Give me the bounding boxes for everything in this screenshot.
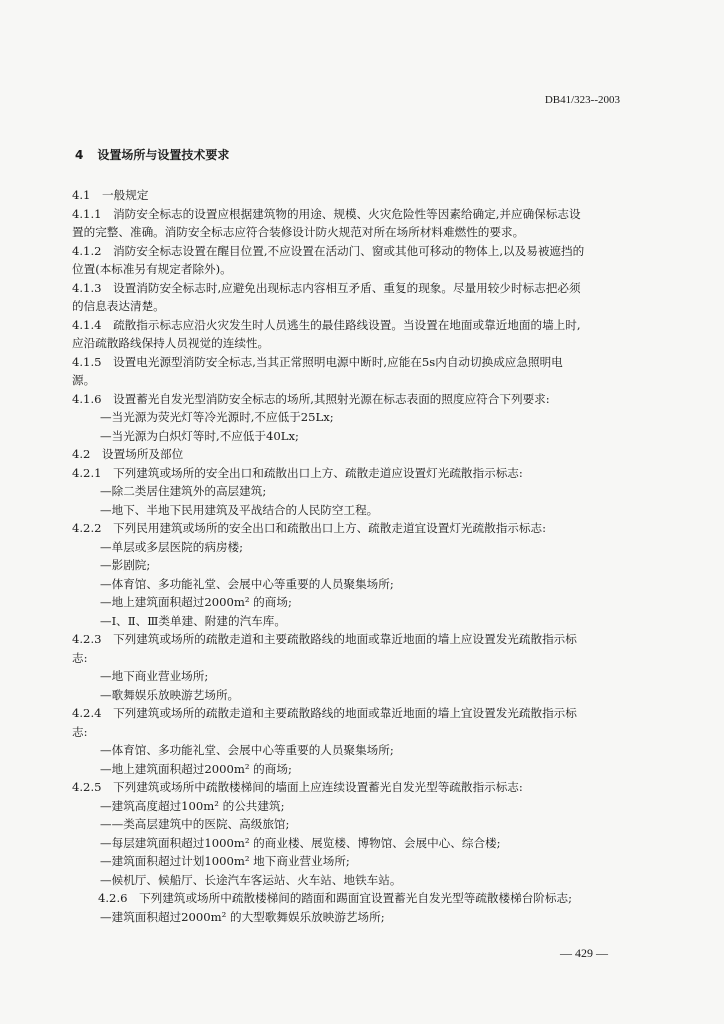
text-line: 4.1.5 设置电光源型消防安全标志,当其正常照明电源中断时,应能在5s内自动切换成应急照明电 [72,354,563,369]
text-line: 位置(本标准另有规定者除外)。 [72,262,232,276]
text-line: —建筑面积超过计划1000m² 地下商业营业场所; [100,854,350,868]
text-line: —候机厅、候船厅、长途汽车客运站、火车站、地铁车站。 [100,872,402,887]
text-line: —影剧院; [100,558,151,572]
text-line: —地上建筑面积超过2000m² 的商场; [100,595,292,609]
text-line: 源。 [72,373,96,387]
text-line: 4.2.6 下列建筑或场所中疏散楼梯间的踏面和踢面宜设置蓄光自发光型等疏散楼梯台阶标志; [98,891,572,905]
chapter-title: 设置场所与设置技术要求 [97,148,230,162]
page-number: — 429 — [560,946,608,960]
text-line: 置的完整、准确。消防安全标志应符合装修设计防火规范对所在场所材料难燃性的要求。 [72,225,525,239]
text-line: —建筑高度超过100m² 的公共建筑; [100,798,285,813]
text-line: 的信息表达清楚。 [72,299,165,313]
text-line: 4.1.2 消防安全标志设置在醒目位置,不应设置在活动门、窗或其他可移动的物体上,以及易被遮挡的 [72,243,585,258]
text-line: —地下、半地下民用建筑及平战结合的人民防空工程。 [100,502,379,517]
text-line: —体育馆、多功能礼堂、会展中心等重要的人员聚集场所; [100,743,394,757]
text-line: —单层或多层医院的病房楼; [100,539,244,554]
text-line: 4.1.6 设置蓄光自发光型消防安全标志的场所,其照射光源在标志表面的照度应符合下列要求: [72,391,550,406]
text-line: —建筑面积超过2000m² 的大型歌舞娱乐放映游艺场所; [100,909,385,924]
chapter-heading [75,146,229,163]
text-line: —地上建筑面积超过2000m² 的商场; [100,761,292,776]
text-line: 4.2.4 下列建筑或场所的疏散走道和主要疏散路线的地面或靠近地面的墙上宜设置发光疏散指示标 [72,706,577,720]
text-line: 4.1.1 消防安全标志的设置应根据建筑物的用途、规模、火灾危险性等因素给确定,并应确保标志设 [72,206,581,221]
text-line: 4.1.4 疏散指示标志应沿火灾发生时人员逃生的最佳路线设置。当设置在地面或靠近地面的墙上时, [72,317,581,332]
text-line: 4.2.3 下列建筑或场所的疏散走道和主要疏散路线的地面或靠近地面的墙上应设置发光疏散指示标 [72,632,577,646]
text-line: 4.2.5 下列建筑或场所中疏散楼梯间的墙面上应连续设置蓄光自发光型等疏散指示标志: [72,780,523,794]
text-line: —当光源为荧光灯等冷光源时,不应低于25Lx; [100,410,334,424]
text-line: 志: [72,650,88,665]
text-line: 志: [72,724,88,739]
text-line: —除二类居住建筑外的高层建筑; [100,484,267,498]
text-line: —地下商业营业场所; [100,669,209,683]
text-line: —歌舞娱乐放映游艺场所。 [100,687,240,702]
text-line: —当光源为白炽灯等时,不应低于40Lx; [100,428,299,443]
chapter-number: 4 [75,148,84,162]
text-line: 4.1.3 设置消防安全标志时,应避免出现标志内容相互矛盾、重复的现象。尽量用较少时标志把必须 [72,280,581,295]
document-body [72,180,640,926]
text-line: —体育馆、多功能礼堂、会展中心等重要的人员聚集场所; [100,576,394,591]
text-line: ——类高层建筑中的医院、高级旅馆; [100,817,290,831]
text-line: 4.2 设置场所及部位 [72,447,184,461]
text-line: —Ⅰ、Ⅱ、Ⅲ类单建、附建的汽车库。 [100,613,286,628]
standard-code: DB41/323--2003 [544,94,620,106]
text-line: 4.2.2 下列民用建筑或场所的安全出口和疏散出口上方、疏散走道宜设置灯光疏散指示标志: [72,521,546,535]
text-line: 4.2.1 下列建筑或场所的安全出口和疏散出口上方、疏散走道应设置灯光疏散指示标志: [72,465,523,480]
text-line: 4.1 一般规定 [72,188,149,202]
text-line: 应沿疏散路线保持人员视觉的连续性。 [72,336,270,350]
text-line: —每层建筑面积超过1000m² 的商业楼、展览楼、博物馆、会展中心、综合楼; [100,835,501,850]
